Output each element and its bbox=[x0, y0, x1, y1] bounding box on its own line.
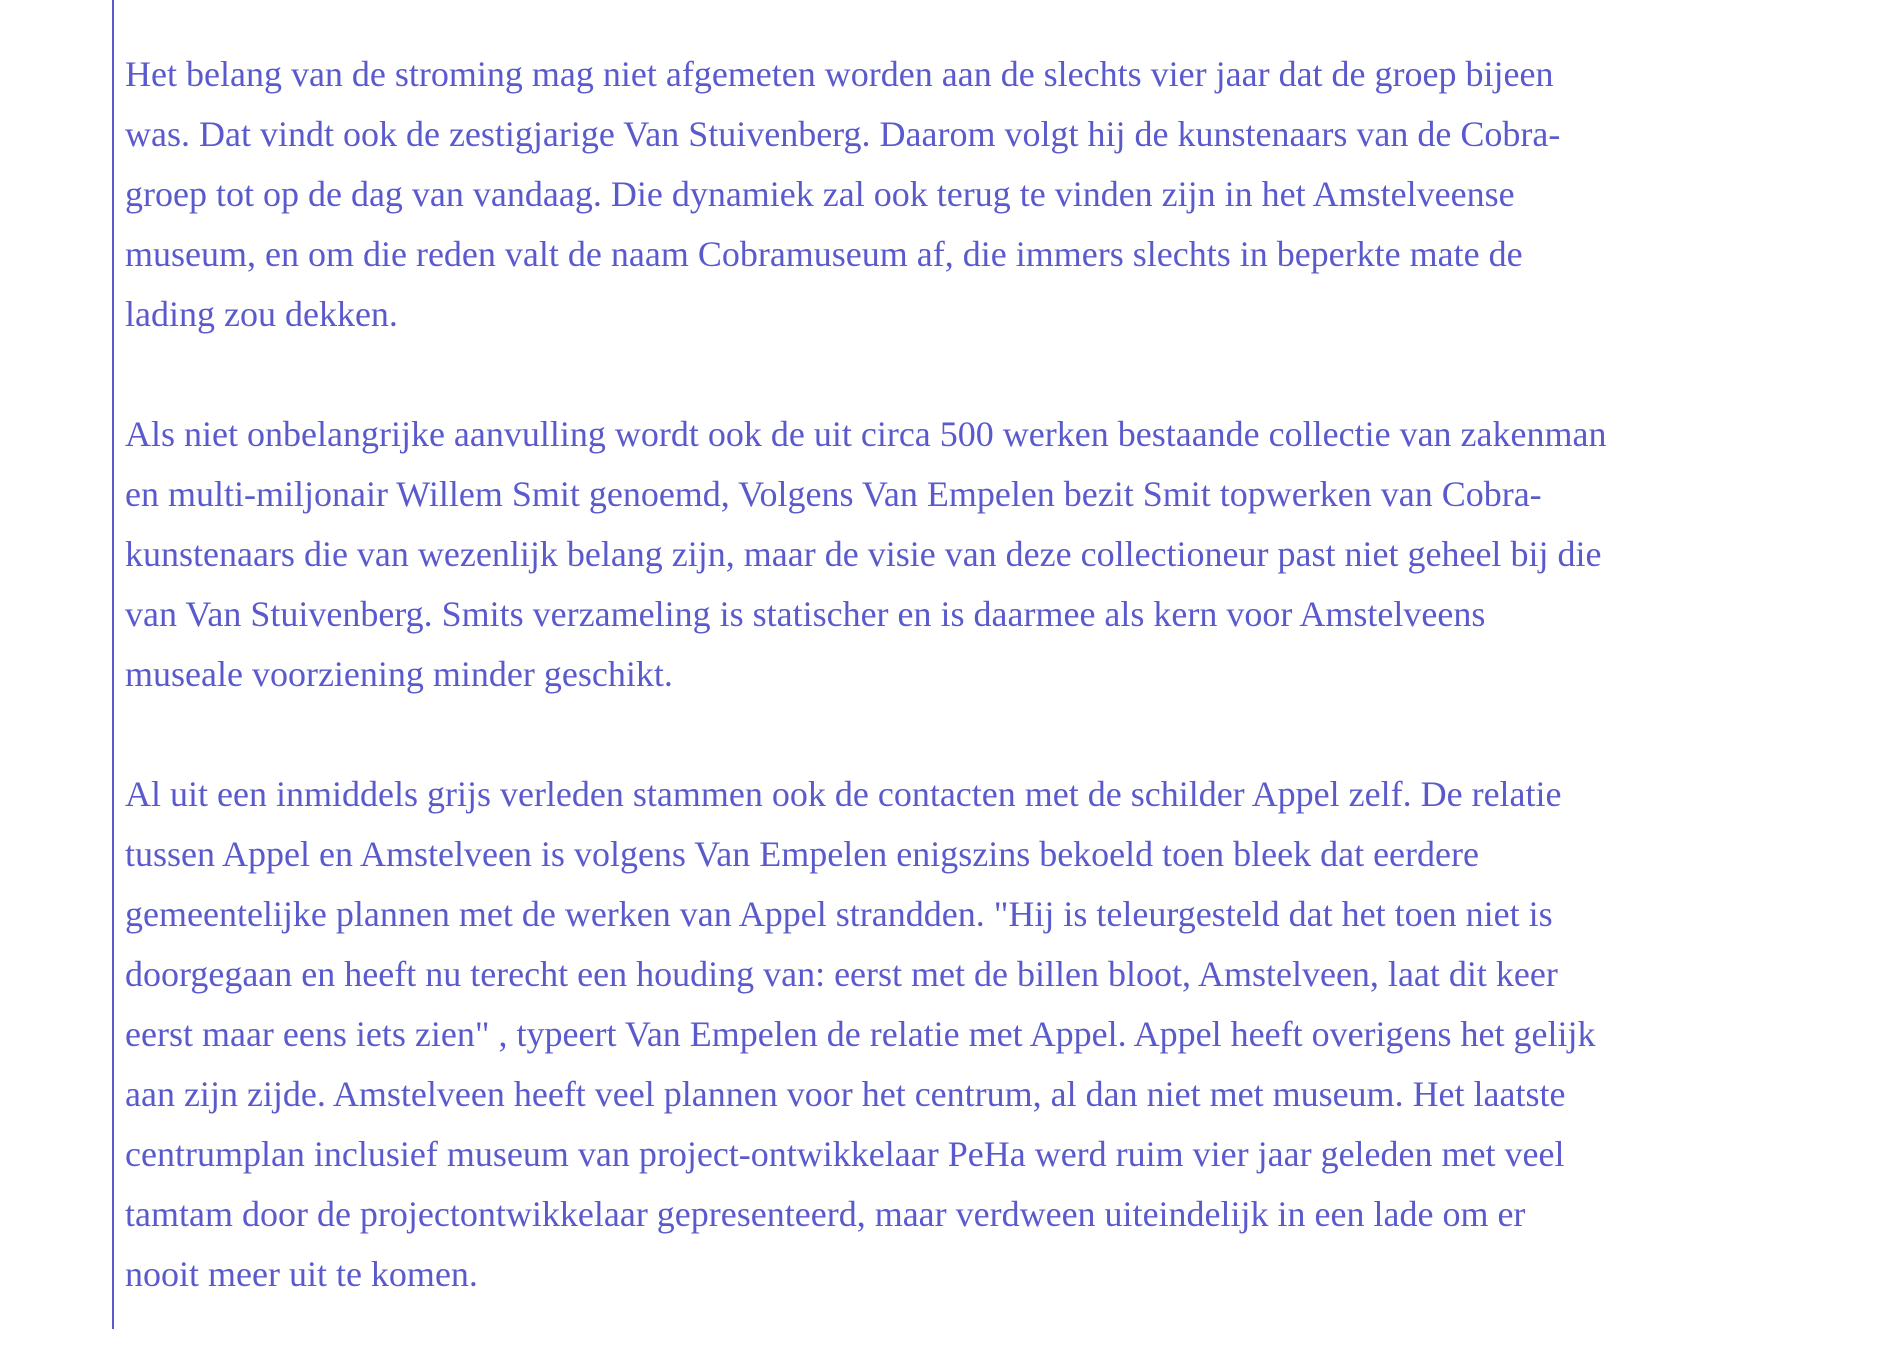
left-border-rule bbox=[112, 0, 114, 1329]
text-line: groep tot op de dag van vandaag. Die dynamiek zal ook terug te vinden zijn in het Amstelveense bbox=[125, 174, 1515, 214]
text-line: Als niet onbelangrijke aanvulling wordt ook de uit circa 500 werken bestaande collectie van zakenman bbox=[125, 414, 1607, 454]
text-line: Het belang van de stroming mag niet afgemeten worden aan de slechts vier jaar dat de groep bijeen bbox=[125, 54, 1554, 94]
text-line: en multi-miljonair Willem Smit genoemd, Volgens Van Empelen bezit Smit topwerken van Cobra- bbox=[125, 474, 1542, 514]
text-line: nooit meer uit te komen. bbox=[125, 1254, 478, 1294]
text-line: lading zou dekken. bbox=[125, 294, 398, 334]
paragraph-collectie-smit bbox=[125, 404, 1845, 704]
text-line: tamtam door de projectontwikkelaar gepresenteerd, maar verdween uiteindelijk in een lade om er bbox=[125, 1194, 1526, 1234]
paragraph-stroming bbox=[125, 44, 1845, 344]
text-line: gemeentelijke plannen met de werken van Appel strandden. "Hij is teleurgesteld dat het toen niet is bbox=[125, 894, 1553, 934]
text-line: centrumplan inclusief museum van project-ontwikkelaar PeHa werd ruim vier jaar geleden met veel bbox=[125, 1134, 1565, 1174]
text-line: van Van Stuivenberg. Smits verzameling is statischer en is daarmee als kern voor Amstelveens bbox=[125, 594, 1486, 634]
text-line: Al uit een inmiddels grijs verleden stammen ook de contacten met de schilder Appel zelf. De relatie bbox=[125, 774, 1562, 814]
article-body bbox=[125, 44, 1845, 1364]
text-line: museale voorziening minder geschikt. bbox=[125, 654, 673, 694]
text-line: aan zijn zijde. Amstelveen heeft veel plannen voor het centrum, al dan niet met museum. Het laatste bbox=[125, 1074, 1566, 1114]
text-line: eerst maar eens iets zien" , typeert Van Empelen de relatie met Appel. Appel heeft overigens het gelijk bbox=[125, 1014, 1596, 1054]
text-line: was. Dat vindt ook de zestigjarige Van Stuivenberg. Daarom volgt hij de kunstenaars van de Cobra- bbox=[125, 114, 1561, 154]
text-line: museum, en om die reden valt de naam Cobramuseum af, die immers slechts in beperkte mate de bbox=[125, 234, 1523, 274]
text-line: kunstenaars die van wezenlijk belang zijn, maar de visie van deze collectioneur past niet geheel bij die bbox=[125, 534, 1602, 574]
paragraph-appel bbox=[125, 764, 1845, 1304]
text-line: tussen Appel en Amstelveen is volgens Van Empelen enigszins bekoeld toen bleek dat eerdere bbox=[125, 834, 1479, 874]
text-line: doorgegaan en heeft nu terecht een houding van: eerst met de billen bloot, Amstelveen, laat dit keer bbox=[125, 954, 1558, 994]
